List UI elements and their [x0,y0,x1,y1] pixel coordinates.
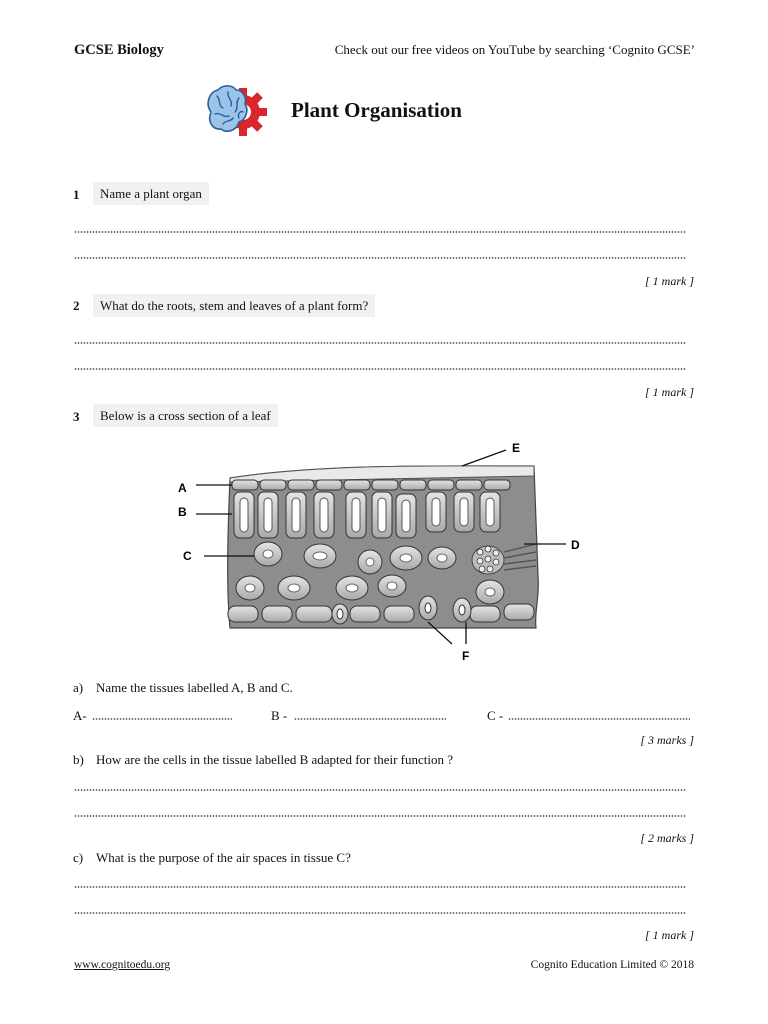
copyright: Cognito Education Limited © 2018 [530,959,694,971]
part-a-question: Name the tissues labelled A, B and C. [96,680,293,695]
label-f: F [462,649,470,663]
part-b-question: How are the cells in the tissue labelled B adapted for their function ? [96,752,454,767]
youtube-promo: Check out our free videos on YouTube by searching ‘Cognito GCSE’ [334,42,695,57]
question-3-number: 3 [73,409,80,424]
answer-line[interactable] [74,789,686,791]
label-e: E [512,441,521,455]
subject-title: GCSE Biology [74,42,164,58]
question-2-text: What do the roots, stem and leaves of a plant form? [93,294,375,317]
label-b: B [178,505,187,519]
leaf-cross-section-diagram [170,436,600,666]
answer-line[interactable] [74,815,686,817]
label-a: A [178,481,187,495]
answer-line[interactable] [74,257,686,259]
part-b-marks: [ 2 marks ] [640,831,694,845]
question-1-marks: [ 1 mark ] [644,274,694,288]
part-c-letter: c) [73,850,84,865]
question-2-marks: [ 1 mark ] [644,385,694,399]
question-1-number: 1 [73,187,80,202]
answer-b-line[interactable] [294,718,446,720]
answer-b-label: B - [271,708,288,723]
part-a-marks: [ 3 marks ] [640,733,694,747]
answer-a-line[interactable] [92,718,232,720]
part-c-marks: [ 1 mark ] [644,928,694,942]
answer-c-line[interactable] [508,718,690,720]
part-c-question: What is the purpose of the air spaces in tissue C? [96,850,351,865]
answer-a-label: A- [73,708,87,723]
label-c: C [183,549,192,563]
question-3-text: Below is a cross section of a leaf [93,404,278,427]
answer-line[interactable] [74,342,686,344]
answer-c-label: C - [487,708,504,723]
answer-line[interactable] [74,231,686,233]
part-a-letter: a) [73,680,84,695]
question-1-text: Name a plant organ [93,182,209,205]
website-link[interactable]: www.cognitoedu.org [74,959,171,971]
brain-gear-icon [203,82,269,142]
question-2-number: 2 [73,298,80,313]
answer-line[interactable] [74,368,686,370]
answer-line[interactable] [74,912,686,914]
page-title: Plant Organisation [291,98,462,122]
part-b-letter: b) [73,752,84,767]
answer-line[interactable] [74,886,686,888]
label-d: D [571,538,580,552]
